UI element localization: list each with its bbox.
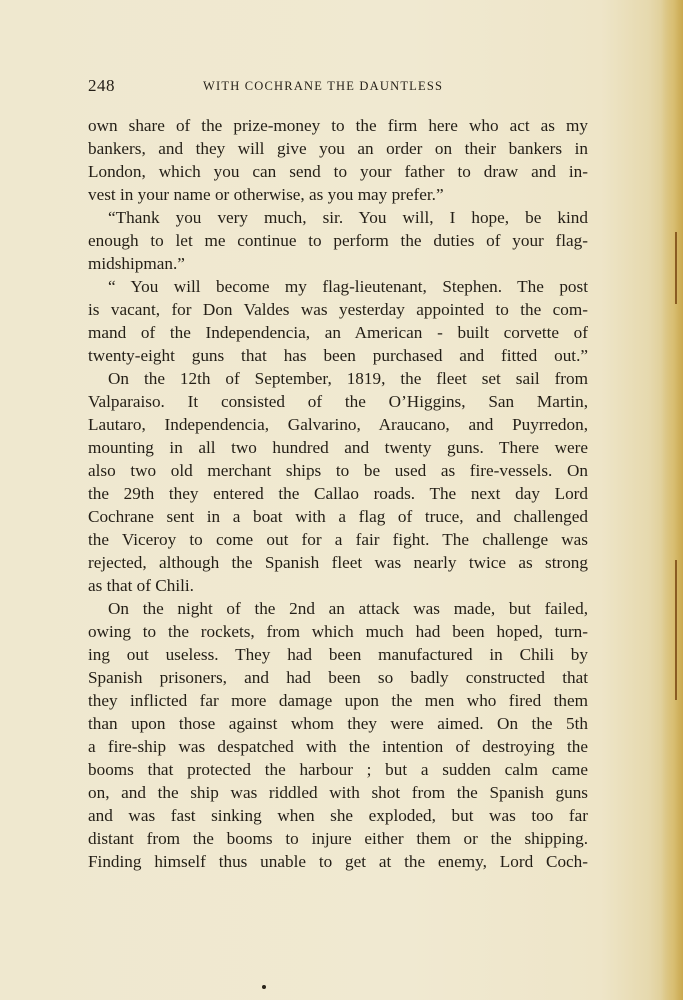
text-line: than upon those against whom they were aimed. On the 5th [88,714,588,733]
edge-mark [675,560,677,700]
text-line: twenty-eight guns that has been purchased and fitted out.” [88,346,588,365]
page-number: 248 [88,76,115,95]
text-line: Cochrane sent in a boat with a flag of truce, and challenged [88,507,588,526]
text-line: London, which you can send to your father to draw and in- [88,162,588,181]
text-line: “ You will become my flag-lieutenant, Stephen. The post [108,277,588,296]
body-text [88,114,588,873]
text-line: and was fast sinking when she exploded, but was too far [88,806,588,825]
text-line: enough to let me continue to perform the duties of your flag- [88,231,588,250]
text-line: as that of Chili. [88,576,194,595]
text-line: ing out useless. They had been manufactured in Chili by [88,645,588,664]
text-line: also two old merchant ships to be used as fire-vessels. On [88,461,588,480]
text-line: Lautaro, Independencia, Galvarino, Araucano, and Puyrredon, [88,415,588,434]
text-line: On the night of the 2nd an attack was made, but failed, [108,599,588,618]
page-edge-shadow [661,0,683,1000]
text-line: owing to the rockets, from which much had been hoped, turn- [88,622,588,641]
text-line: they inflicted far more damage upon the men who fired them [88,691,588,710]
running-head: WITH COCHRANE THE DAUNTLESS [203,79,444,93]
ink-dot [262,985,266,989]
text-line: booms that protected the harbour ; but a sudden calm came [88,760,588,779]
text-line: distant from the booms to injure either them or the shipping. [88,829,588,848]
edge-mark [675,232,677,304]
text-line: rejected, although the Spanish fleet was nearly twice as strong [88,553,588,572]
text-line: own share of the prize-money to the firm here who act as my [88,116,588,135]
text-line: on, and the ship was riddled with shot from the Spanish guns [88,783,588,802]
text-line: Finding himself thus unable to get at the enemy, Lord Coch- [88,852,588,871]
page-header [88,76,588,96]
text-line: the Viceroy to come out for a fair fight. The challenge was [88,530,588,549]
text-line: mand of the Independencia, an American - built corvette of [88,323,588,342]
text-line: On the 12th of September, 1819, the fleet set sail from [108,369,588,388]
text-line: vest in your name or otherwise, as you may prefer.” [88,185,444,204]
text-line: “Thank you very much, sir. You will, I hope, be kind [108,208,588,227]
text-line: mounting in all two hundred and twenty guns. There were [88,438,588,457]
text-line: a fire-ship was despatched with the intention of destroying the [88,737,588,756]
text-line: the 29th they entered the Callao roads. The next day Lord [88,484,588,503]
text-line: Valparaiso. It consisted of the O’Higgins, San Martin, [88,392,588,411]
text-line: midshipman.” [88,254,185,273]
text-line: Spanish prisoners, and had been so badly constructed that [88,668,588,687]
text-line: is vacant, for Don Valdes was yesterday appointed to the com- [88,300,588,319]
text-line: bankers, and they will give you an order on their bankers in [88,139,588,158]
